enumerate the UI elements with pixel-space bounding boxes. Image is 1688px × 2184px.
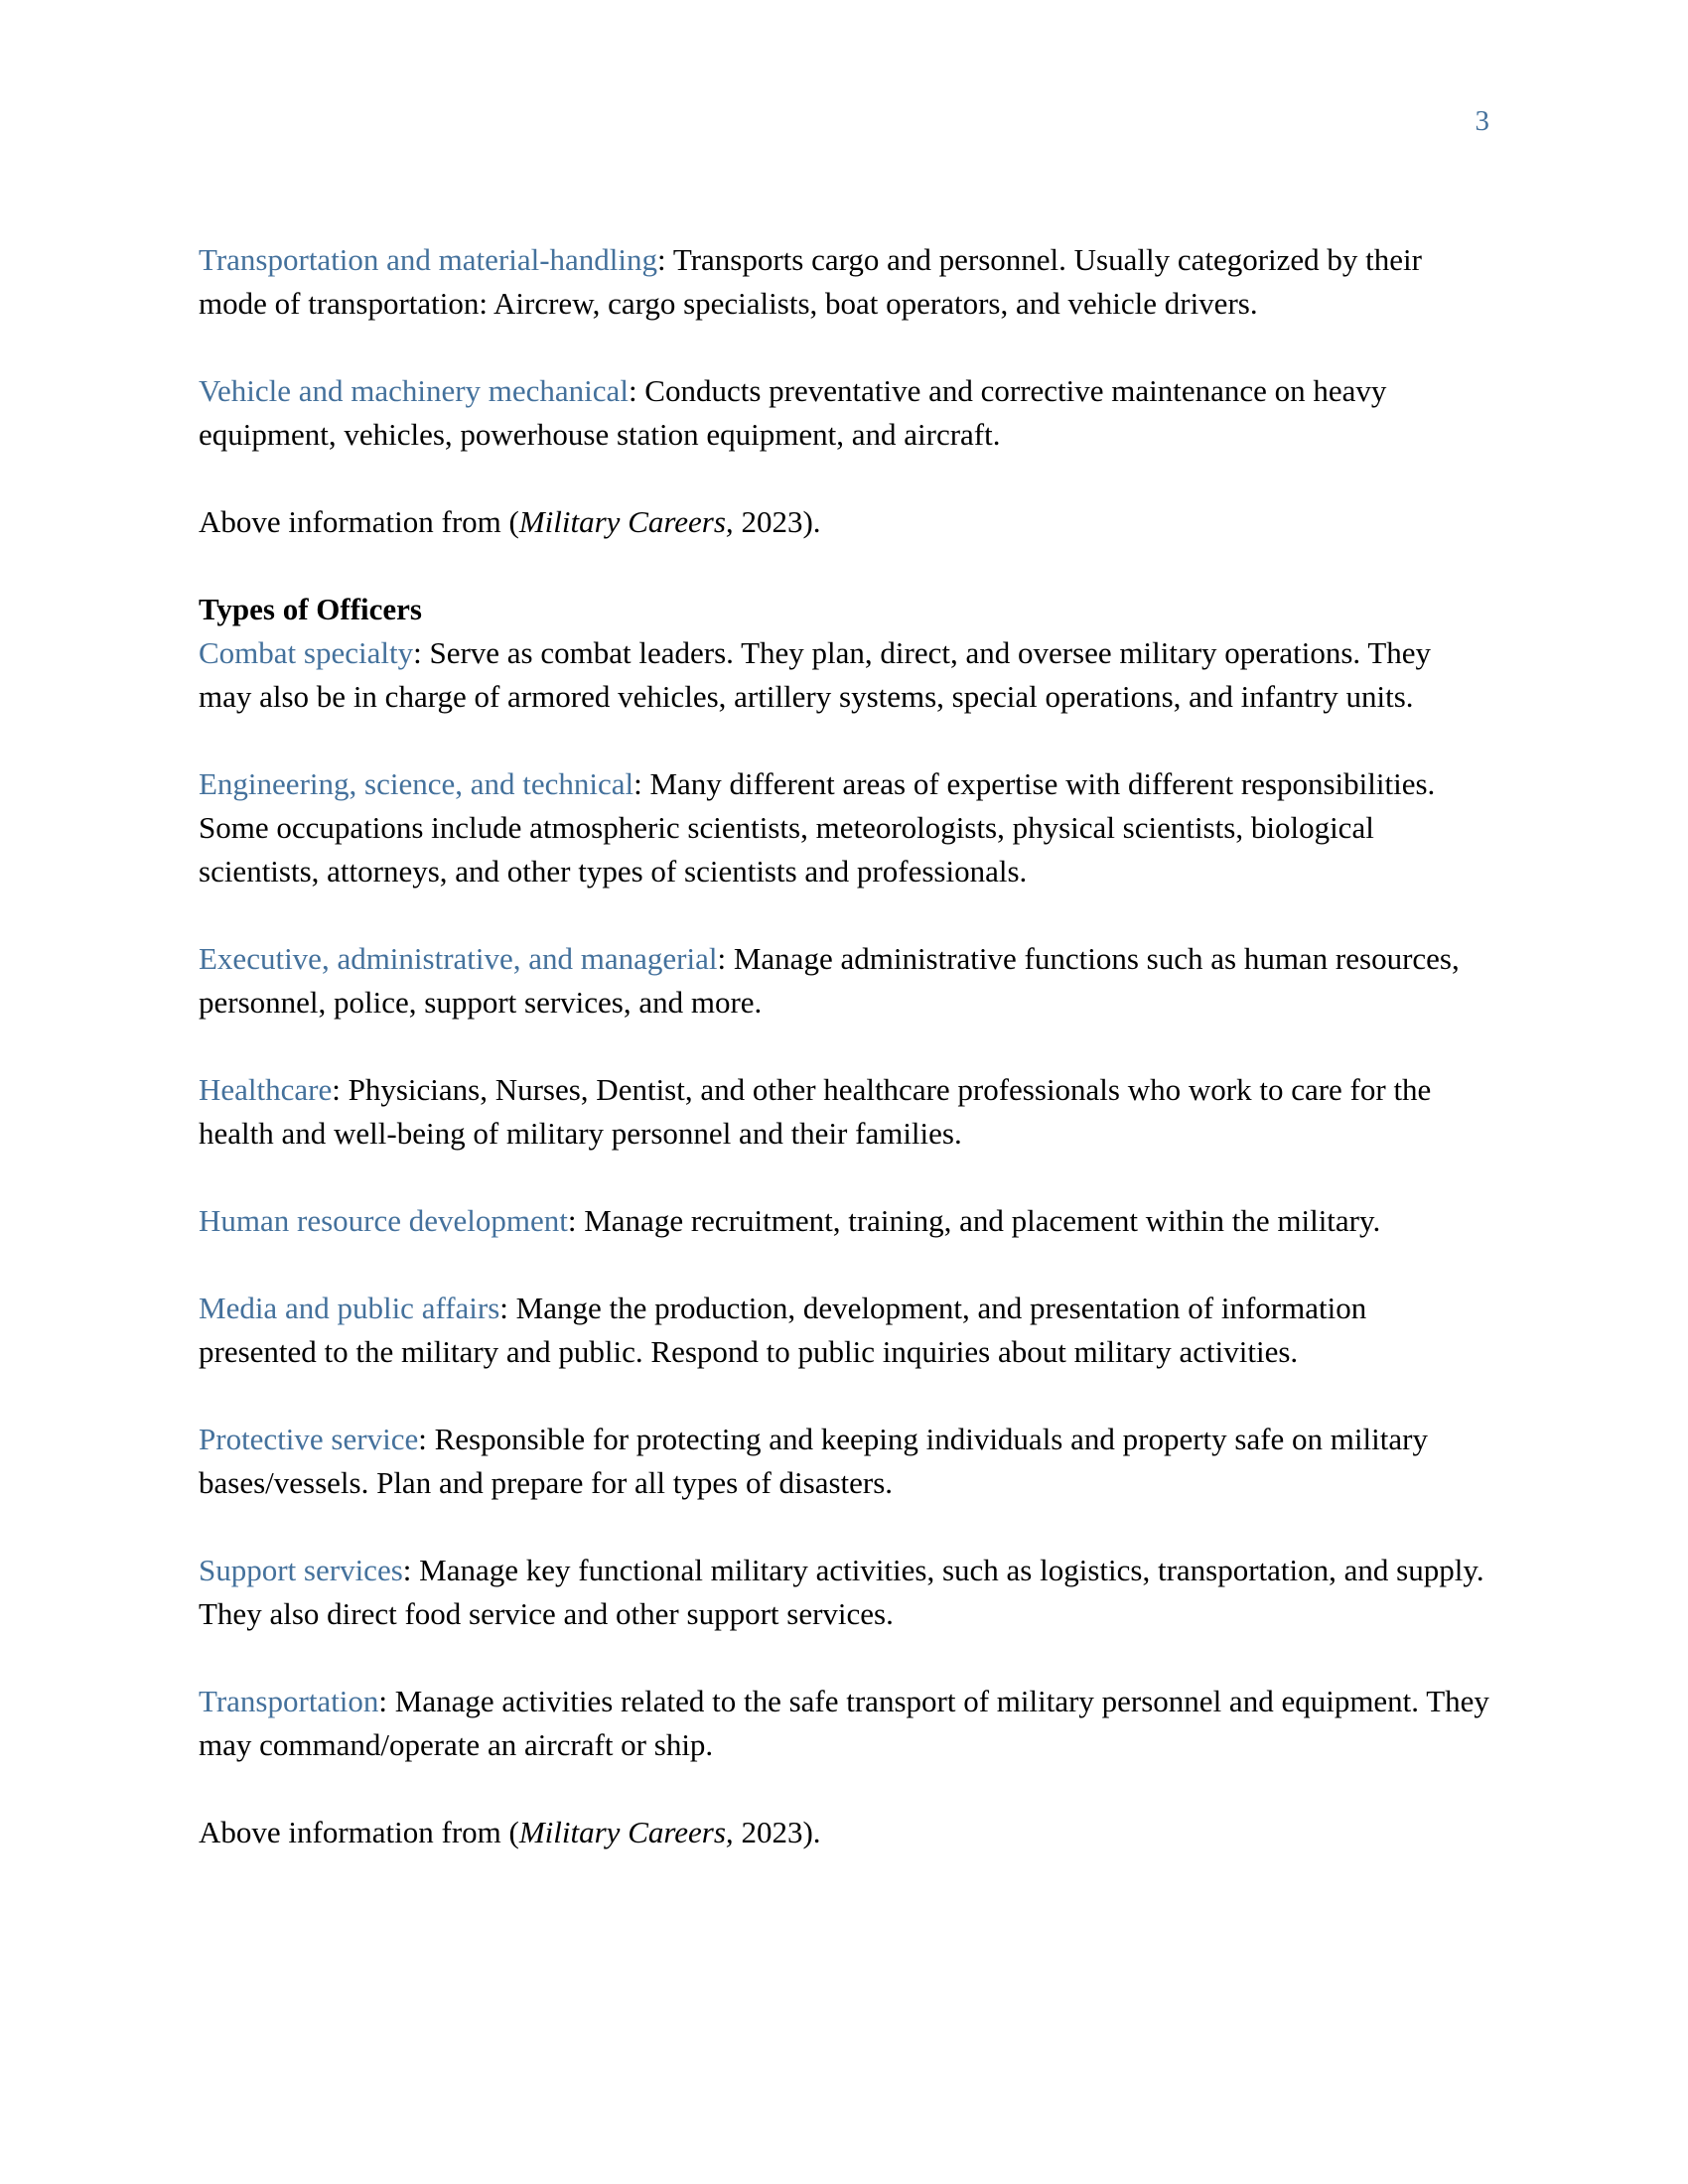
source-note (199, 1811, 1489, 1854)
term-label: Media and public affairs (199, 1291, 500, 1325)
officer-item-human-resource-development (199, 1199, 1489, 1243)
term-description: : Manage activities related to the safe transport of military personnel and equipment. They may command/operate an aircraft or ship. (199, 1684, 1489, 1762)
document-body (199, 238, 1489, 1854)
enlisted-item-vehicle-machinery-mechanical (199, 369, 1489, 457)
enlisted-item-transportation-material-handling (199, 238, 1489, 326)
source-note-prefix: Above information from ( (199, 1815, 519, 1849)
term-description: : Manage recruitment, training, and placement within the military. (567, 1203, 1381, 1238)
source-note-suffix: 2023). (733, 1815, 821, 1849)
term-label: Protective service (199, 1422, 419, 1456)
source-note-title: Military Careers, (518, 504, 734, 539)
officer-item-support-services (199, 1549, 1489, 1636)
term-description: : Manage administrative functions such as human resources, personnel, police, support services, and more. (199, 941, 1460, 1020)
term-description: : Mange the production, development, and presentation of information presented to the military and public. Respond to public inquiries about military activities. (199, 1291, 1367, 1369)
officer-item-transportation (199, 1680, 1489, 1767)
officer-item-engineering-science-technical (199, 762, 1489, 893)
officer-item-healthcare (199, 1068, 1489, 1156)
source-note-suffix: 2023). (733, 504, 821, 539)
term-label: Transportation and material-handling (199, 242, 658, 277)
term-label: Executive, administrative, and managerial (199, 941, 718, 976)
source-note-title: Military Careers, (518, 1815, 734, 1849)
term-description: : Manage key functional military activities, such as logistics, transportation, and supply. They also direct food service and other support services. (199, 1553, 1484, 1631)
term-description: : Physicians, Nurses, Dentist, and other healthcare professionals who work to care for the health and well-being of military personnel and their families. (199, 1072, 1432, 1151)
officer-item-combat-specialty (199, 631, 1489, 719)
term-description: : Many different areas of expertise with different responsibilities. Some occupations include atmospheric scientists, meteorologists, physical scientists, biological scientists, attorneys, and other types of scientists and professionals. (199, 766, 1436, 888)
term-label: Healthcare (199, 1072, 333, 1107)
term-label: Engineering, science, and technical (199, 766, 634, 801)
officer-item-media-public-affairs (199, 1287, 1489, 1374)
term-label: Transportation (199, 1684, 379, 1718)
term-description: : Serve as combat leaders. They plan, direct, and oversee military operations. They may also be in charge of armored vehicles, artillery systems, special operations, and infantry units. (199, 635, 1432, 714)
officer-item-protective-service (199, 1418, 1489, 1505)
term-label: Human resource development (199, 1203, 568, 1238)
officer-item-executive-administrative-managerial (199, 937, 1489, 1024)
source-note-prefix: Above information from ( (199, 504, 519, 539)
term-label: Combat specialty (199, 635, 414, 670)
page-number: 3 (1475, 105, 1489, 137)
term-label: Vehicle and machinery mechanical (199, 373, 629, 408)
term-description: : Conducts preventative and corrective maintenance on heavy equipment, vehicles, powerhouse station equipment, and aircraft. (199, 373, 1387, 452)
section-heading-types-of-officers: Types of Officers (199, 592, 422, 626)
term-label: Support services (199, 1553, 403, 1587)
term-description: : Transports cargo and personnel. Usually categorized by their mode of transportation: Aircrew, cargo specialists, boat operators, and vehicle drivers. (199, 242, 1422, 321)
term-description: : Responsible for protecting and keeping individuals and property safe on military bases/vessels. Plan and prepare for all types of disasters. (199, 1422, 1428, 1500)
source-note (199, 500, 1489, 544)
